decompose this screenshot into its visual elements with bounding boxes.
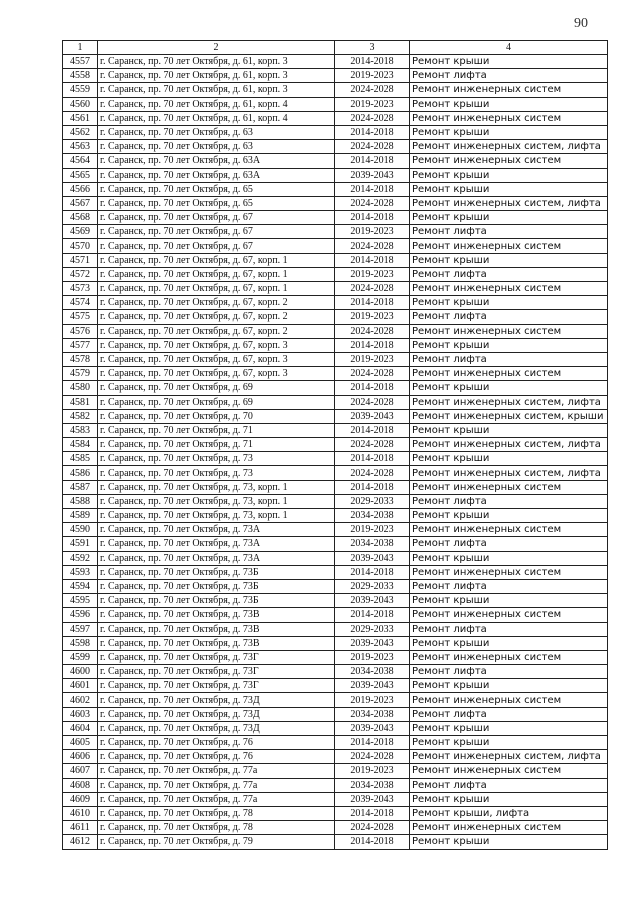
period-cell: 2039-2043 (335, 721, 410, 735)
row-number: 4574 (63, 296, 98, 310)
row-number: 4593 (63, 565, 98, 579)
work-type-cell: Ремонт инженерных систем, лифта (410, 395, 608, 409)
period-cell: 2014-2018 (335, 253, 410, 267)
work-type-cell: Ремонт крыши (410, 736, 608, 750)
period-cell: 2019-2023 (335, 97, 410, 111)
period-cell: 2014-2018 (335, 338, 410, 352)
work-type-cell: Ремонт инженерных систем (410, 111, 608, 125)
table-row (63, 551, 608, 565)
address-cell: г. Саранск, пр. 70 лет Октября, д. 78 (98, 821, 335, 835)
table-row (63, 438, 608, 452)
period-cell: 2039-2043 (335, 636, 410, 650)
work-type-cell: Ремонт крыши (410, 423, 608, 437)
row-number: 4582 (63, 409, 98, 423)
address-cell: г. Саранск, пр. 70 лет Октября, д. 67, корп. 1 (98, 282, 335, 296)
address-cell: г. Саранск, пр. 70 лет Октября, д. 67, корп. 2 (98, 310, 335, 324)
row-number: 4595 (63, 594, 98, 608)
work-type-cell: Ремонт крыши (410, 55, 608, 69)
row-number: 4559 (63, 83, 98, 97)
period-cell: 2039-2043 (335, 792, 410, 806)
period-cell: 2024-2028 (335, 821, 410, 835)
address-cell: г. Саранск, пр. 70 лет Октября, д. 73А (98, 523, 335, 537)
period-cell: 2039-2043 (335, 679, 410, 693)
row-number: 4601 (63, 679, 98, 693)
row-number: 4575 (63, 310, 98, 324)
work-type-cell: Ремонт крыши (410, 721, 608, 735)
table-row (63, 111, 608, 125)
work-type-cell: Ремонт инженерных систем (410, 480, 608, 494)
period-cell: 2019-2023 (335, 523, 410, 537)
period-cell: 2039-2043 (335, 551, 410, 565)
repair-schedule-table (62, 40, 608, 850)
work-type-cell: Ремонт крыши (410, 253, 608, 267)
work-type-cell: Ремонт инженерных систем (410, 324, 608, 338)
period-cell: 2014-2018 (335, 480, 410, 494)
address-cell: г. Саранск, пр. 70 лет Октября, д. 73Г (98, 679, 335, 693)
period-cell: 2014-2018 (335, 835, 410, 849)
address-cell: г. Саранск, пр. 70 лет Октября, д. 67 (98, 225, 335, 239)
row-number: 4577 (63, 338, 98, 352)
address-cell: г. Саранск, пр. 70 лет Октября, д. 61, корп. 3 (98, 69, 335, 83)
work-type-cell: Ремонт крыши (410, 594, 608, 608)
row-number: 4576 (63, 324, 98, 338)
row-number: 4565 (63, 168, 98, 182)
period-cell: 2019-2023 (335, 764, 410, 778)
row-number: 4570 (63, 239, 98, 253)
header-col-4: 4 (410, 41, 608, 55)
period-cell: 2024-2028 (335, 367, 410, 381)
work-type-cell: Ремонт крыши (410, 551, 608, 565)
period-cell: 2029-2033 (335, 494, 410, 508)
period-cell: 2019-2023 (335, 693, 410, 707)
row-number: 4596 (63, 608, 98, 622)
period-cell: 2014-2018 (335, 211, 410, 225)
row-number: 4584 (63, 438, 98, 452)
row-number: 4606 (63, 750, 98, 764)
table-row (63, 494, 608, 508)
row-number: 4590 (63, 523, 98, 537)
work-type-cell: Ремонт инженерных систем (410, 608, 608, 622)
period-cell: 2029-2033 (335, 622, 410, 636)
row-number: 4594 (63, 579, 98, 593)
period-cell: 2024-2028 (335, 111, 410, 125)
address-cell: г. Саранск, пр. 70 лет Октября, д. 61, корп. 4 (98, 111, 335, 125)
table-body (63, 55, 608, 850)
table-row (63, 806, 608, 820)
address-cell: г. Саранск, пр. 70 лет Октября, д. 65 (98, 196, 335, 210)
row-number: 4561 (63, 111, 98, 125)
work-type-cell: Ремонт крыши, лифта (410, 806, 608, 820)
address-cell: г. Саранск, пр. 70 лет Октября, д. 73 (98, 466, 335, 480)
address-cell: г. Саранск, пр. 70 лет Октября, д. 76 (98, 736, 335, 750)
address-cell: г. Саранск, пр. 70 лет Октября, д. 77а (98, 778, 335, 792)
table-row (63, 83, 608, 97)
address-cell: г. Саранск, пр. 70 лет Октября, д. 73, корп. 1 (98, 480, 335, 494)
table-row (63, 707, 608, 721)
work-type-cell: Ремонт инженерных систем, лифта (410, 196, 608, 210)
table-row (63, 154, 608, 168)
address-cell: г. Саранск, пр. 70 лет Октября, д. 73Д (98, 693, 335, 707)
row-number: 4587 (63, 480, 98, 494)
work-type-cell: Ремонт крыши (410, 182, 608, 196)
address-cell: г. Саранск, пр. 70 лет Октября, д. 73Г (98, 665, 335, 679)
period-cell: 2024-2028 (335, 239, 410, 253)
table-row (63, 395, 608, 409)
address-cell: г. Саранск, пр. 70 лет Октября, д. 67, корп. 1 (98, 253, 335, 267)
table-row (63, 338, 608, 352)
row-number: 4603 (63, 707, 98, 721)
address-cell: г. Саранск, пр. 70 лет Октября, д. 73, корп. 1 (98, 509, 335, 523)
row-number: 4557 (63, 55, 98, 69)
row-number: 4611 (63, 821, 98, 835)
address-cell: г. Саранск, пр. 70 лет Октября, д. 67 (98, 239, 335, 253)
work-type-cell: Ремонт инженерных систем (410, 764, 608, 778)
table-row (63, 452, 608, 466)
table-header (63, 41, 608, 55)
table-row (63, 537, 608, 551)
period-cell: 2014-2018 (335, 452, 410, 466)
period-cell: 2034-2038 (335, 778, 410, 792)
work-type-cell: Ремонт инженерных систем (410, 282, 608, 296)
address-cell: г. Саранск, пр. 70 лет Октября, д. 73 (98, 452, 335, 466)
address-cell: г. Саранск, пр. 70 лет Октября, д. 73В (98, 636, 335, 650)
address-cell: г. Саранск, пр. 70 лет Октября, д. 61, корп. 3 (98, 83, 335, 97)
table-row (63, 381, 608, 395)
period-cell: 2039-2043 (335, 409, 410, 423)
period-cell: 2039-2043 (335, 594, 410, 608)
address-cell: г. Саранск, пр. 70 лет Октября, д. 63А (98, 168, 335, 182)
address-cell: г. Саранск, пр. 70 лет Октября, д. 73А (98, 551, 335, 565)
table-row (63, 792, 608, 806)
row-number: 4569 (63, 225, 98, 239)
work-type-cell: Ремонт крыши (410, 381, 608, 395)
address-cell: г. Саранск, пр. 70 лет Октября, д. 73В (98, 622, 335, 636)
row-number: 4566 (63, 182, 98, 196)
row-number: 4568 (63, 211, 98, 225)
work-type-cell: Ремонт инженерных систем, лифта (410, 438, 608, 452)
address-cell: г. Саранск, пр. 70 лет Октября, д. 73Б (98, 565, 335, 579)
period-cell: 2024-2028 (335, 324, 410, 338)
period-cell: 2024-2028 (335, 395, 410, 409)
table-row (63, 679, 608, 693)
period-cell: 2014-2018 (335, 55, 410, 69)
table-row (63, 622, 608, 636)
address-cell: г. Саранск, пр. 70 лет Октября, д. 78 (98, 806, 335, 820)
work-type-cell: Ремонт инженерных систем, лифта (410, 466, 608, 480)
row-number: 4572 (63, 267, 98, 281)
work-type-cell: Ремонт лифта (410, 352, 608, 366)
row-number: 4600 (63, 665, 98, 679)
period-cell: 2019-2023 (335, 267, 410, 281)
row-number: 4591 (63, 537, 98, 551)
row-number: 4589 (63, 509, 98, 523)
work-type-cell: Ремонт лифта (410, 494, 608, 508)
address-cell: г. Саранск, пр. 70 лет Октября, д. 71 (98, 423, 335, 437)
work-type-cell: Ремонт крыши (410, 338, 608, 352)
header-col-2: 2 (98, 41, 335, 55)
work-type-cell: Ремонт лифта (410, 225, 608, 239)
row-number: 4567 (63, 196, 98, 210)
table-row (63, 764, 608, 778)
period-cell: 2019-2023 (335, 310, 410, 324)
work-type-cell: Ремонт инженерных систем, лифта (410, 140, 608, 154)
table-row (63, 509, 608, 523)
address-cell: г. Саранск, пр. 70 лет Октября, д. 67, корп. 3 (98, 352, 335, 366)
period-cell: 2029-2033 (335, 579, 410, 593)
row-number: 4598 (63, 636, 98, 650)
address-cell: г. Саранск, пр. 70 лет Октября, д. 67, корп. 3 (98, 338, 335, 352)
period-cell: 2024-2028 (335, 466, 410, 480)
table-row (63, 352, 608, 366)
address-cell: г. Саранск, пр. 70 лет Октября, д. 73Б (98, 579, 335, 593)
table-row (63, 650, 608, 664)
work-type-cell: Ремонт инженерных систем (410, 154, 608, 168)
address-cell: г. Саранск, пр. 70 лет Октября, д. 79 (98, 835, 335, 849)
row-number: 4604 (63, 721, 98, 735)
table-row (63, 608, 608, 622)
period-cell: 2039-2043 (335, 168, 410, 182)
work-type-cell: Ремонт инженерных систем (410, 650, 608, 664)
address-cell: г. Саранск, пр. 70 лет Октября, д. 69 (98, 395, 335, 409)
table-row (63, 310, 608, 324)
work-type-cell: Ремонт инженерных систем, лифта (410, 750, 608, 764)
table-row (63, 367, 608, 381)
period-cell: 2014-2018 (335, 182, 410, 196)
table-row (63, 69, 608, 83)
address-cell: г. Саранск, пр. 70 лет Октября, д. 65 (98, 182, 335, 196)
row-number: 4581 (63, 395, 98, 409)
row-number: 4608 (63, 778, 98, 792)
work-type-cell: Ремонт инженерных систем (410, 367, 608, 381)
address-cell: г. Саранск, пр. 70 лет Октября, д. 73Д (98, 721, 335, 735)
period-cell: 2019-2023 (335, 352, 410, 366)
work-type-cell: Ремонт крыши (410, 97, 608, 111)
work-type-cell: Ремонт лифта (410, 69, 608, 83)
work-type-cell: Ремонт инженерных систем (410, 523, 608, 537)
table-row (63, 55, 608, 69)
table-row (63, 565, 608, 579)
address-cell: г. Саранск, пр. 70 лет Октября, д. 61, корп. 3 (98, 55, 335, 69)
row-number: 4580 (63, 381, 98, 395)
row-number: 4597 (63, 622, 98, 636)
table-row (63, 594, 608, 608)
table-row (63, 211, 608, 225)
table-row (63, 140, 608, 154)
table-row (63, 423, 608, 437)
work-type-cell: Ремонт крыши (410, 168, 608, 182)
table-row (63, 296, 608, 310)
work-type-cell: Ремонт лифта (410, 622, 608, 636)
period-cell: 2014-2018 (335, 806, 410, 820)
row-number: 4586 (63, 466, 98, 480)
period-cell: 2014-2018 (335, 154, 410, 168)
period-cell: 2034-2038 (335, 537, 410, 551)
table-row (63, 466, 608, 480)
address-cell: г. Саранск, пр. 70 лет Октября, д. 77а (98, 764, 335, 778)
work-type-cell: Ремонт лифта (410, 537, 608, 551)
row-number: 4607 (63, 764, 98, 778)
work-type-cell: Ремонт лифта (410, 665, 608, 679)
table-row (63, 125, 608, 139)
row-number: 4564 (63, 154, 98, 168)
address-cell: г. Саранск, пр. 70 лет Октября, д. 77а (98, 792, 335, 806)
work-type-cell: Ремонт лифта (410, 267, 608, 281)
period-cell: 2034-2038 (335, 509, 410, 523)
table-row (63, 239, 608, 253)
work-type-cell: Ремонт крыши (410, 452, 608, 466)
period-cell: 2019-2023 (335, 650, 410, 664)
address-cell: г. Саранск, пр. 70 лет Октября, д. 67, корп. 1 (98, 267, 335, 281)
address-cell: г. Саранск, пр. 70 лет Октября, д. 67, корп. 3 (98, 367, 335, 381)
table-row (63, 736, 608, 750)
period-cell: 2014-2018 (335, 565, 410, 579)
work-type-cell: Ремонт крыши (410, 296, 608, 310)
period-cell: 2014-2018 (335, 381, 410, 395)
row-number: 4612 (63, 835, 98, 849)
work-type-cell: Ремонт инженерных систем (410, 239, 608, 253)
address-cell: г. Саранск, пр. 70 лет Октября, д. 61, корп. 4 (98, 97, 335, 111)
work-type-cell: Ремонт крыши (410, 792, 608, 806)
address-cell: г. Саранск, пр. 70 лет Октября, д. 67 (98, 211, 335, 225)
table-row (63, 579, 608, 593)
period-cell: 2034-2038 (335, 707, 410, 721)
header-row (63, 41, 608, 55)
period-cell: 2024-2028 (335, 83, 410, 97)
address-cell: г. Саранск, пр. 70 лет Октября, д. 73Г (98, 650, 335, 664)
row-number: 4558 (63, 69, 98, 83)
table-row (63, 196, 608, 210)
address-cell: г. Саранск, пр. 70 лет Октября, д. 73А (98, 537, 335, 551)
row-number: 4599 (63, 650, 98, 664)
address-cell: г. Саранск, пр. 70 лет Октября, д. 71 (98, 438, 335, 452)
table-row (63, 721, 608, 735)
work-type-cell: Ремонт крыши (410, 679, 608, 693)
period-cell: 2014-2018 (335, 608, 410, 622)
row-number: 4578 (63, 352, 98, 366)
header-col-3: 3 (335, 41, 410, 55)
table-row (63, 693, 608, 707)
table-row (63, 480, 608, 494)
period-cell: 2014-2018 (335, 296, 410, 310)
table-row (63, 665, 608, 679)
row-number: 4605 (63, 736, 98, 750)
row-number: 4602 (63, 693, 98, 707)
row-number: 4560 (63, 97, 98, 111)
address-cell: г. Саранск, пр. 70 лет Октября, д. 63 (98, 140, 335, 154)
table-row (63, 324, 608, 338)
period-cell: 2014-2018 (335, 423, 410, 437)
address-cell: г. Саранск, пр. 70 лет Октября, д. 63А (98, 154, 335, 168)
work-type-cell: Ремонт крыши (410, 125, 608, 139)
work-type-cell: Ремонт лифта (410, 707, 608, 721)
address-cell: г. Саранск, пр. 70 лет Октября, д. 73Д (98, 707, 335, 721)
work-type-cell: Ремонт лифта (410, 778, 608, 792)
period-cell: 2024-2028 (335, 282, 410, 296)
row-number: 4592 (63, 551, 98, 565)
row-number: 4610 (63, 806, 98, 820)
table-row (63, 267, 608, 281)
table-row (63, 168, 608, 182)
row-number: 4562 (63, 125, 98, 139)
period-cell: 2024-2028 (335, 140, 410, 154)
table-row (63, 636, 608, 650)
period-cell: 2034-2038 (335, 665, 410, 679)
period-cell: 2014-2018 (335, 125, 410, 139)
table-row (63, 225, 608, 239)
address-cell: г. Саранск, пр. 70 лет Октября, д. 76 (98, 750, 335, 764)
work-type-cell: Ремонт инженерных систем (410, 565, 608, 579)
work-type-cell: Ремонт лифта (410, 579, 608, 593)
table-row (63, 778, 608, 792)
address-cell: г. Саранск, пр. 70 лет Октября, д. 70 (98, 409, 335, 423)
work-type-cell: Ремонт крыши (410, 835, 608, 849)
period-cell: 2024-2028 (335, 750, 410, 764)
row-number: 4573 (63, 282, 98, 296)
row-number: 4588 (63, 494, 98, 508)
row-number: 4571 (63, 253, 98, 267)
row-number: 4609 (63, 792, 98, 806)
work-type-cell: Ремонт крыши (410, 636, 608, 650)
address-cell: г. Саранск, пр. 70 лет Октября, д. 73В (98, 608, 335, 622)
work-type-cell: Ремонт инженерных систем, крыши (410, 409, 608, 423)
address-cell: г. Саранск, пр. 70 лет Октября, д. 67, корп. 2 (98, 324, 335, 338)
row-number: 4579 (63, 367, 98, 381)
period-cell: 2024-2028 (335, 196, 410, 210)
address-cell: г. Саранск, пр. 70 лет Октября, д. 73Б (98, 594, 335, 608)
period-cell: 2014-2018 (335, 736, 410, 750)
address-cell: г. Саранск, пр. 70 лет Октября, д. 69 (98, 381, 335, 395)
address-cell: г. Саранск, пр. 70 лет Октября, д. 73, корп. 1 (98, 494, 335, 508)
period-cell: 2024-2028 (335, 438, 410, 452)
row-number: 4583 (63, 423, 98, 437)
table-row (63, 282, 608, 296)
table-row (63, 821, 608, 835)
table-row (63, 182, 608, 196)
work-type-cell: Ремонт лифта (410, 310, 608, 324)
work-type-cell: Ремонт инженерных систем (410, 821, 608, 835)
table-row (63, 253, 608, 267)
address-cell: г. Саранск, пр. 70 лет Октября, д. 63 (98, 125, 335, 139)
address-cell: г. Саранск, пр. 70 лет Октября, д. 67, корп. 2 (98, 296, 335, 310)
page-number: 90 (574, 16, 588, 31)
work-type-cell: Ремонт инженерных систем (410, 693, 608, 707)
header-col-1: 1 (63, 41, 98, 55)
work-type-cell: Ремонт крыши (410, 211, 608, 225)
table-row (63, 523, 608, 537)
work-type-cell: Ремонт крыши (410, 509, 608, 523)
table-row (63, 835, 608, 849)
row-number: 4585 (63, 452, 98, 466)
work-type-cell: Ремонт инженерных систем (410, 83, 608, 97)
period-cell: 2019-2023 (335, 69, 410, 83)
table-row (63, 750, 608, 764)
row-number: 4563 (63, 140, 98, 154)
table-row (63, 97, 608, 111)
period-cell: 2019-2023 (335, 225, 410, 239)
table-row (63, 409, 608, 423)
